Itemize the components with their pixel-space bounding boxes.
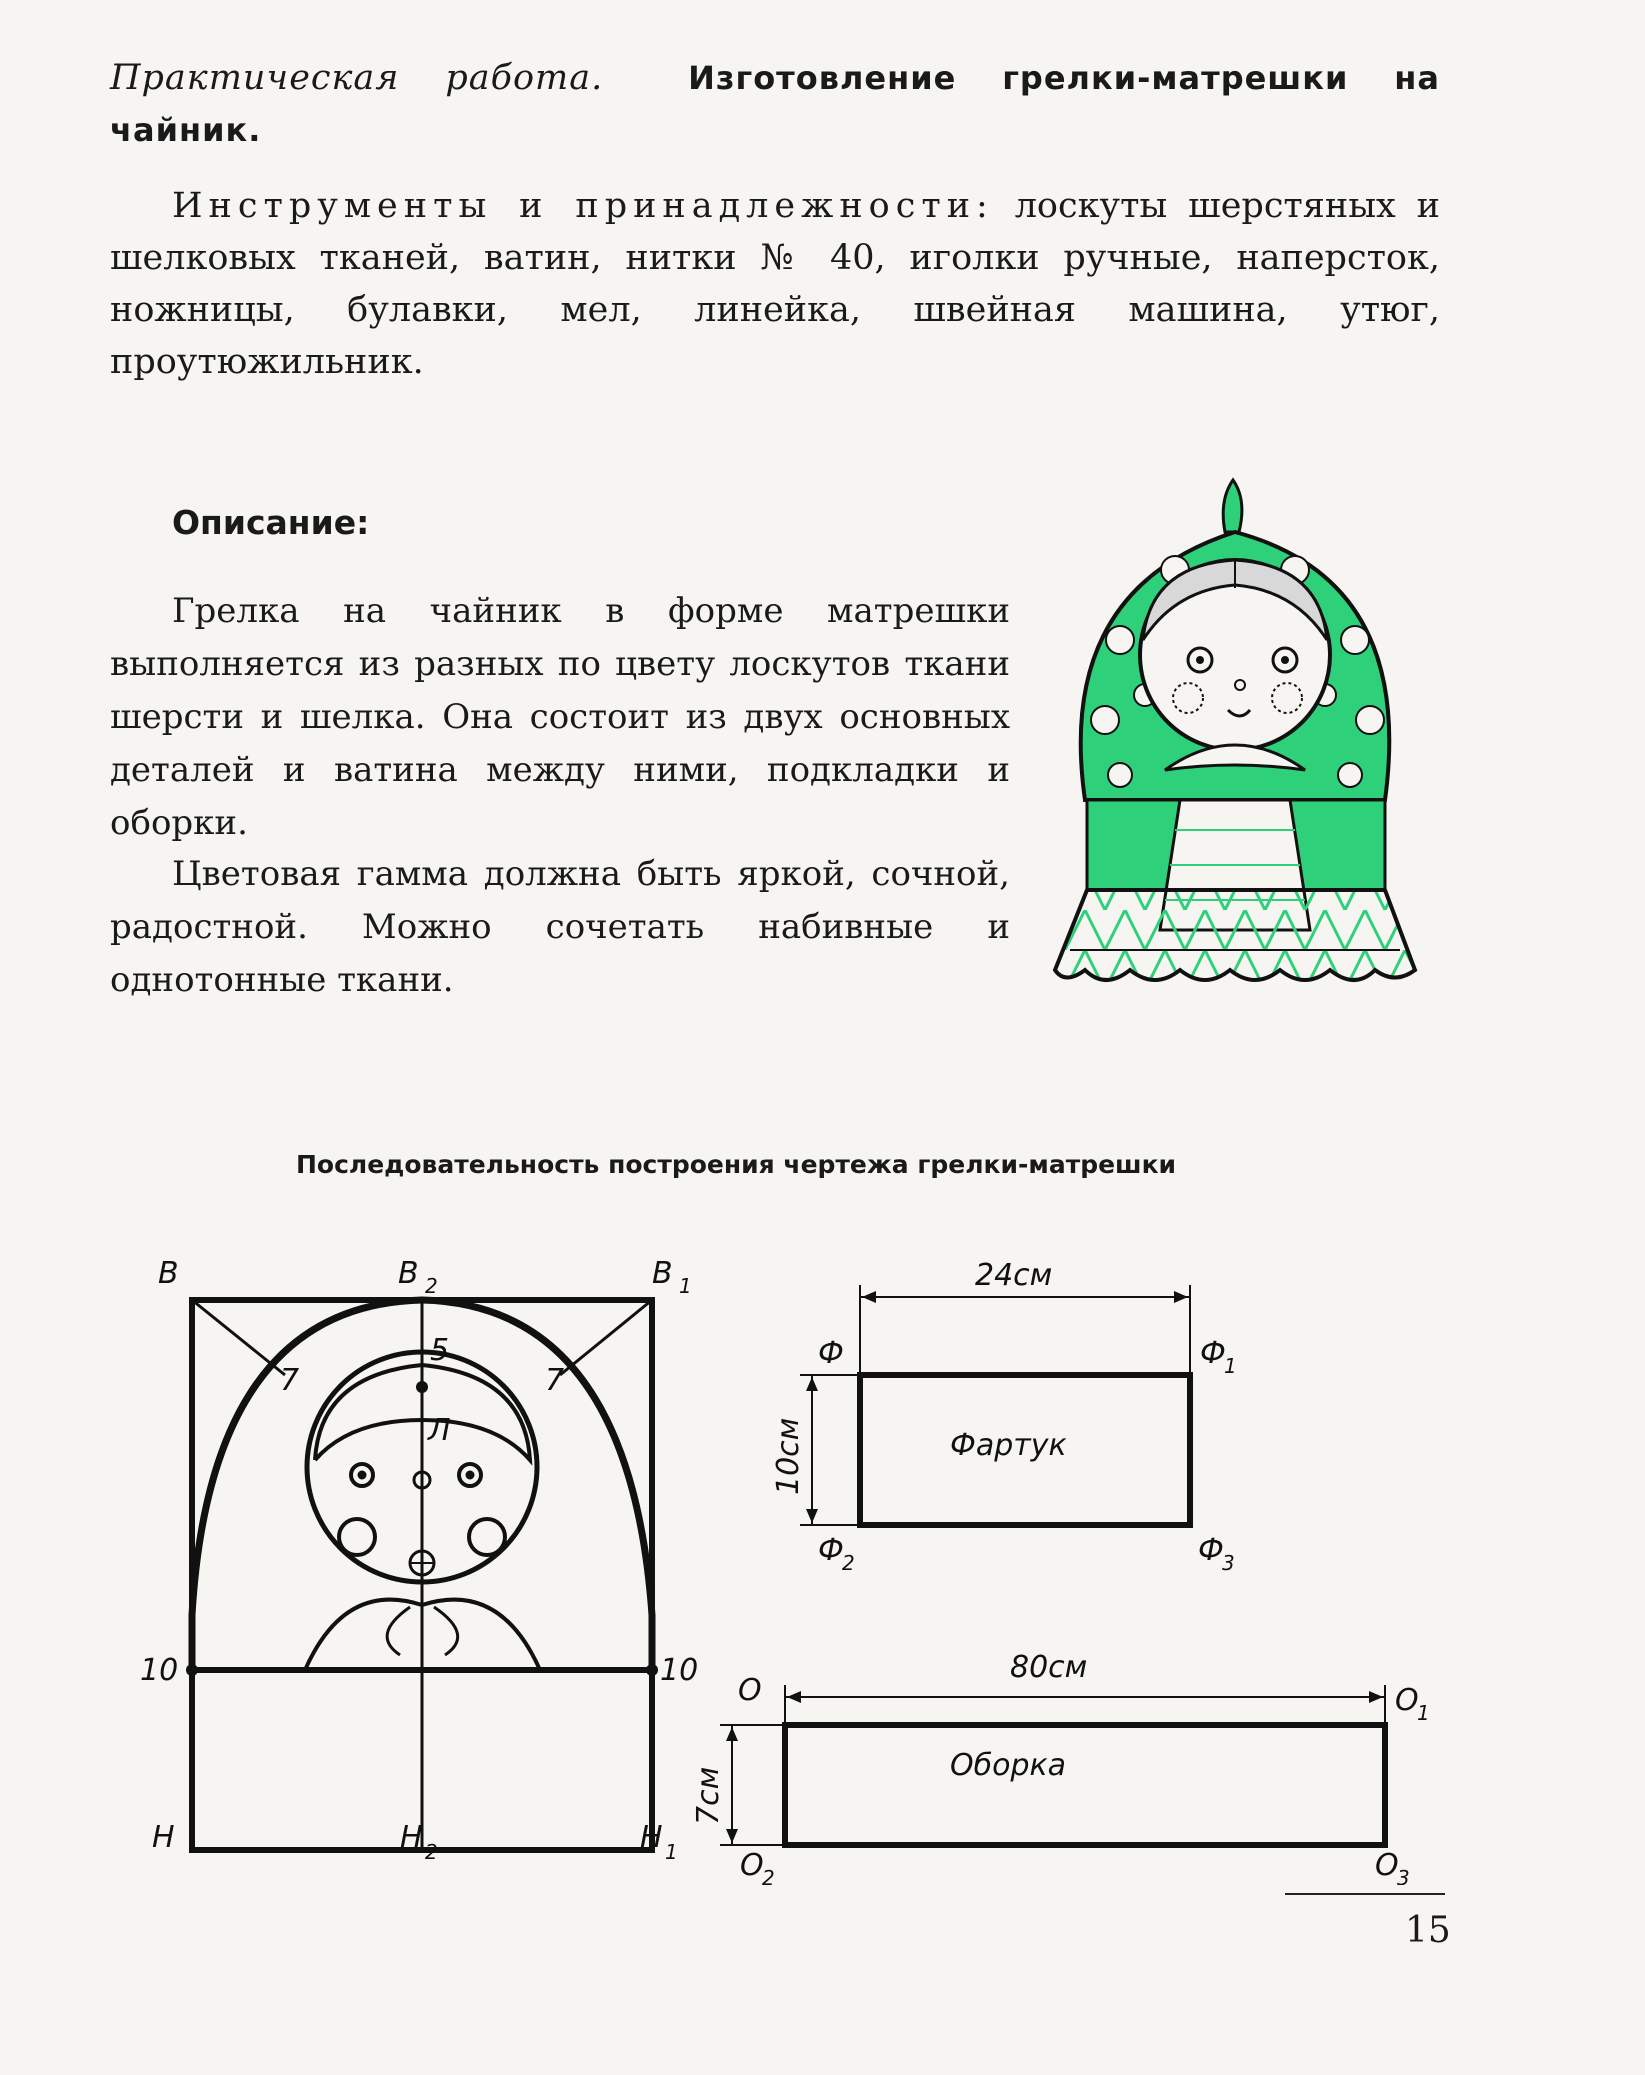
description-heading: Описание:	[172, 503, 370, 542]
description-paragraph-1: Грелка на чайник в форме матрешки выполняется из разных по цвету лоскутов ткани шерсти и шелка. Она состоит из двух основных деталей и ватина между ними, подкладки и оборки.	[110, 591, 1010, 843]
matryoshka-illustration	[1025, 470, 1455, 1030]
label-O3-sub: 3	[1397, 1866, 1410, 1885]
label-F2: Ф	[818, 1533, 844, 1568]
label-B2-sub: 2	[425, 1274, 438, 1298]
label-H2: Н	[400, 1820, 423, 1855]
page-number: 15	[1405, 1910, 1451, 1951]
apron-name: Фартук	[950, 1428, 1067, 1463]
label-7-right: 7	[545, 1363, 565, 1398]
title-italic: Практическая работа.	[110, 58, 604, 98]
tools-text: лоскуты шерстяных и шелковых тканей, ватин, нитки № 40, иголки ручные, наперсток, ножницы, булавки, мел, линейка, швейная машина, утюг, проутюжильник.	[110, 186, 1440, 382]
label-L: Л	[428, 1413, 451, 1448]
label-B2: В	[398, 1256, 419, 1291]
label-H1-sub: 1	[665, 1840, 678, 1864]
description-paragraph-2: Цветовая гамма должна быть яркой, сочной, радостной. Можно сочетать набивные и однотонные ткани.	[110, 854, 1010, 1000]
apron-height-label: 10см	[771, 1417, 806, 1495]
label-H: Н	[152, 1820, 175, 1855]
label-F3: Ф	[1198, 1533, 1224, 1568]
label-O: О	[738, 1673, 762, 1708]
label-F3-sub: 3	[1222, 1551, 1235, 1575]
label-H2-sub: 2	[425, 1840, 438, 1864]
label-10-right: 10	[660, 1653, 699, 1688]
label-O1: О	[1395, 1683, 1419, 1718]
label-F1-sub: 1	[1224, 1354, 1237, 1378]
label-B1: В	[652, 1256, 673, 1291]
label-O2: О	[740, 1848, 764, 1883]
label-O1-sub: 1	[1417, 1701, 1430, 1725]
tools-paragraph	[110, 180, 1440, 388]
tools-heading: Инструменты и принадлежности:	[172, 186, 994, 226]
frill-name: Оборка	[950, 1748, 1067, 1783]
label-7-left: 7	[280, 1363, 300, 1398]
label-5: 5	[430, 1333, 450, 1368]
frill-height-label: 7см	[691, 1766, 726, 1825]
label-F2-sub: 2	[842, 1551, 855, 1575]
construction-sequence-heading: Последовательность построения чертежа грелки-матрешки	[296, 1150, 1177, 1179]
frill-width-label: 80см	[1010, 1650, 1088, 1685]
construction-drawing	[130, 1245, 1460, 1885]
label-10-left: 10	[140, 1653, 179, 1688]
title-bold: Изготовление грелки-матрешки на чайник.	[110, 59, 1441, 149]
label-H1: Н	[640, 1820, 663, 1855]
label-B: В	[158, 1256, 179, 1291]
label-O3: О	[1375, 1848, 1399, 1883]
label-B1-sub: 1	[679, 1274, 692, 1298]
footer-rule	[1285, 1893, 1445, 1895]
label-O2-sub: 2	[762, 1866, 775, 1885]
label-F: Ф	[818, 1336, 844, 1371]
label-F1: Ф	[1200, 1336, 1226, 1371]
apron-width-label: 24см	[975, 1258, 1053, 1293]
practical-work-title	[110, 52, 1440, 156]
